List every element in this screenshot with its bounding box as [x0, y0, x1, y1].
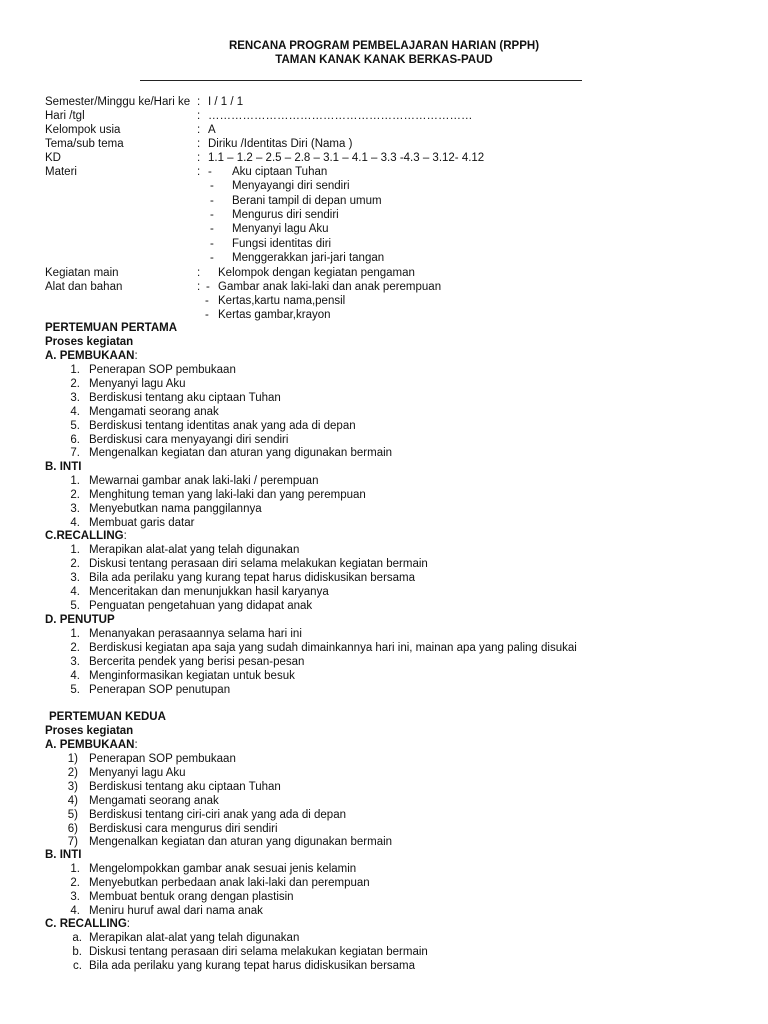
materi-dash: -	[210, 223, 214, 236]
list-number: 6)	[67, 822, 78, 835]
alat-bahan-dash: -	[206, 281, 210, 293]
list-item: Mengelompokkan gambar anak sesuai jenis kelamin	[89, 863, 357, 875]
materi-dash: -	[210, 237, 214, 250]
list-number: 3.	[70, 571, 80, 584]
list-item: Berdiskusi cara mengurus diri sendiri	[89, 822, 278, 835]
subsection-title: C. RECALLING:	[45, 918, 130, 930]
list-item: Meniru huruf awal dari nama anak	[89, 904, 263, 917]
list-item: Merapikan alat-alat yang telah digunakan	[89, 932, 300, 944]
info-label: KD	[45, 152, 61, 164]
materi-dash: -	[210, 208, 214, 221]
list-item: Berdiskusi cara menyayangi diri sendiri	[89, 433, 289, 446]
list-number: 7.	[70, 447, 80, 460]
list-item: Bercerita pendek yang berisi pesan-pesan	[89, 655, 305, 668]
materi-dash: -	[210, 194, 214, 207]
alat-bahan-item: Kertas,kartu nama,pensil	[218, 295, 346, 307]
list-number: 5)	[67, 808, 78, 821]
list-number: b.	[72, 945, 82, 958]
materi-dash: -	[210, 251, 214, 264]
subsection-title: C.RECALLING:	[45, 530, 127, 542]
list-number: 5.	[70, 683, 80, 696]
list-number: 5.	[70, 599, 80, 612]
list-item: Penerapan SOP pembukaan	[89, 364, 236, 376]
list-item: Bila ada perilaku yang kurang tepat harus didiskusikan bersama	[89, 959, 416, 972]
list-item: Merapikan alat-alat yang telah digunakan	[89, 544, 300, 556]
list-number: 4.	[70, 516, 80, 529]
document-subtitle: TAMAN KANAK KANAK BERKAS-PAUD	[275, 54, 493, 66]
info-value: 1.1 – 1.2 – 2.5 – 2.8 – 3.1 – 4.1 – 3.3 -4.3 – 3.12- 4.12	[208, 152, 485, 164]
info-label: Semester/Minggu ke/Hari ke	[45, 96, 191, 108]
list-number: 1.	[70, 863, 80, 875]
info-label: Kelompok usia	[45, 124, 121, 136]
section-title: PERTEMUAN PERTAMA	[45, 322, 178, 334]
materi-item: Fungsi identitas diri	[232, 237, 332, 250]
heading-colon: :	[134, 739, 138, 751]
list-number: c.	[73, 959, 82, 972]
list-item: Berdiskusi tentang aku ciptaan Tuhan	[89, 780, 281, 793]
list-number: 2.	[70, 876, 80, 889]
list-item: Menginformasikan kegiatan untuk besuk	[89, 669, 295, 682]
list-item: Penguatan pengetahuan yang didapat anak	[89, 599, 313, 612]
list-number: 3.	[70, 890, 80, 903]
list-item: Berdiskusi kegiatan apa saja yang sudah dimainkannya hari ini, mainan apa yang paling disukai	[89, 641, 577, 654]
materi-dash: -	[210, 180, 214, 193]
list-number: 7)	[67, 836, 78, 849]
alat-bahan-colon: :	[197, 281, 201, 293]
info-colon: :	[197, 166, 201, 178]
info-label: Tema/sub tema	[45, 138, 124, 150]
info-value: -	[208, 166, 212, 178]
list-number: 1.	[70, 628, 80, 640]
list-number: 2.	[70, 377, 80, 390]
list-number: 2.	[70, 641, 80, 654]
list-item: Menyebutkan perbedaan anak laki-laki dan perempuan	[89, 876, 370, 889]
list-item: Berdiskusi tentang identitas anak yang ada di depan	[89, 419, 356, 432]
subsection-title: A. PEMBUKAAN:	[45, 350, 138, 362]
list-item: Menyanyi lagu Aku	[89, 377, 186, 390]
list-number: a.	[72, 932, 82, 944]
list-number: 2.	[70, 557, 80, 570]
info-colon: :	[197, 138, 201, 150]
info-label: Hari /tgl	[45, 110, 85, 122]
alat-bahan-dash: -	[205, 309, 209, 321]
list-item: Menceritakan dan menunjukkan hasil karyanya	[89, 585, 329, 598]
materi-item: Menyanyi lagu Aku	[232, 223, 329, 236]
materi-item: Aku ciptaan Tuhan	[232, 166, 328, 178]
alat-bahan-dash: -	[205, 295, 209, 307]
list-number: 3.	[70, 391, 80, 404]
materi-item: Mengurus diri sendiri	[232, 208, 339, 221]
list-number: 3.	[70, 502, 80, 515]
list-number: 4)	[67, 794, 78, 807]
list-number: 1.	[70, 364, 80, 376]
info-value: ……………………………………………………………	[208, 110, 473, 122]
list-number: 3.	[70, 655, 80, 668]
info-value: I / 1 / 1	[208, 96, 244, 108]
kegiatan-main-label: Kegiatan main	[45, 267, 119, 279]
document-title: RENCANA PROGRAM PEMBELAJARAN HARIAN (RPPH)	[228, 40, 540, 52]
list-number: 2)	[67, 766, 78, 779]
list-item: Mengamati seorang anak	[89, 794, 219, 807]
list-number: 4.	[70, 585, 80, 598]
list-number: 2.	[70, 488, 80, 501]
heading-colon: :	[123, 530, 127, 542]
list-number: 3)	[67, 780, 78, 793]
kegiatan-main-colon: :	[197, 267, 201, 279]
list-item: Mewarnai gambar anak laki-laki / perempuan	[89, 475, 319, 487]
list-item: Menyanyi lagu Aku	[89, 766, 186, 779]
subsection-title: A. PEMBUKAAN:	[45, 739, 138, 751]
list-item: Membuat bentuk orang dengan plastisin	[89, 890, 294, 903]
list-item: Diskusi tentang perasaan diri selama melakukan kegiatan bermain	[89, 557, 428, 570]
list-number: 1.	[70, 475, 80, 487]
list-number: 6.	[70, 433, 80, 446]
list-number: 5.	[70, 419, 80, 432]
list-item: Menyebutkan nama panggilannya	[89, 502, 262, 515]
list-number: 1)	[67, 753, 78, 765]
subsection-title: D. PENUTUP	[45, 614, 115, 626]
info-colon: :	[197, 152, 201, 164]
subsection-title: B. INTI	[45, 849, 82, 861]
list-item: Berdiskusi tentang ciri-ciri anak yang ada di depan	[89, 808, 346, 821]
alat-bahan-item: Gambar anak laki-laki dan anak perempuan	[218, 281, 442, 293]
list-number: 1.	[70, 544, 80, 556]
subsection-title: B. INTI	[45, 461, 82, 473]
materi-item: Berani tampil di depan umum	[232, 194, 382, 207]
list-item: Menanyakan perasaannya selama hari ini	[89, 628, 302, 640]
alat-bahan-label: Alat dan bahan	[45, 281, 123, 293]
heading-colon: :	[126, 918, 130, 930]
list-item: Mengenalkan kegiatan dan aturan yang digunakan bermain	[89, 447, 393, 460]
section-title: PERTEMUAN KEDUA	[49, 711, 166, 723]
list-item: Membuat garis datar	[89, 516, 195, 529]
info-colon: :	[197, 124, 201, 136]
alat-bahan-item: Kertas gambar,krayon	[218, 309, 331, 321]
info-value: A	[208, 124, 216, 136]
info-colon: :	[197, 96, 201, 108]
info-label: Materi	[45, 166, 77, 178]
list-item: Mengenalkan kegiatan dan aturan yang digunakan bermain	[89, 836, 393, 849]
list-item: Menghitung teman yang laki-laki dan yang perempuan	[89, 488, 366, 501]
list-item: Diskusi tentang perasaan diri selama melakukan kegiatan bermain	[89, 945, 428, 958]
info-value: Diriku /Identitas Diri (Nama )	[208, 138, 353, 150]
list-item: Penerapan SOP pembukaan	[89, 753, 236, 765]
list-number: 4.	[70, 904, 80, 917]
list-number: 4.	[70, 405, 80, 418]
proses-heading: Proses kegiatan	[45, 725, 134, 737]
proses-heading: Proses kegiatan	[45, 336, 134, 348]
heading-colon: :	[134, 350, 138, 362]
list-item: Mengamati seorang anak	[89, 405, 219, 418]
materi-item: Menyayangi diri sendiri	[232, 180, 350, 193]
kegiatan-main-value: Kelompok dengan kegiatan pengaman	[218, 267, 415, 279]
list-item: Berdiskusi tentang aku ciptaan Tuhan	[89, 391, 281, 404]
list-item: Bila ada perilaku yang kurang tepat harus didiskusikan bersama	[89, 571, 416, 584]
list-number: 4.	[70, 669, 80, 682]
info-colon: :	[197, 110, 201, 122]
list-item: Penerapan SOP penutupan	[89, 683, 231, 696]
materi-item: Menggerakkan jari-jari tangan	[232, 251, 385, 264]
title-divider	[140, 80, 582, 81]
